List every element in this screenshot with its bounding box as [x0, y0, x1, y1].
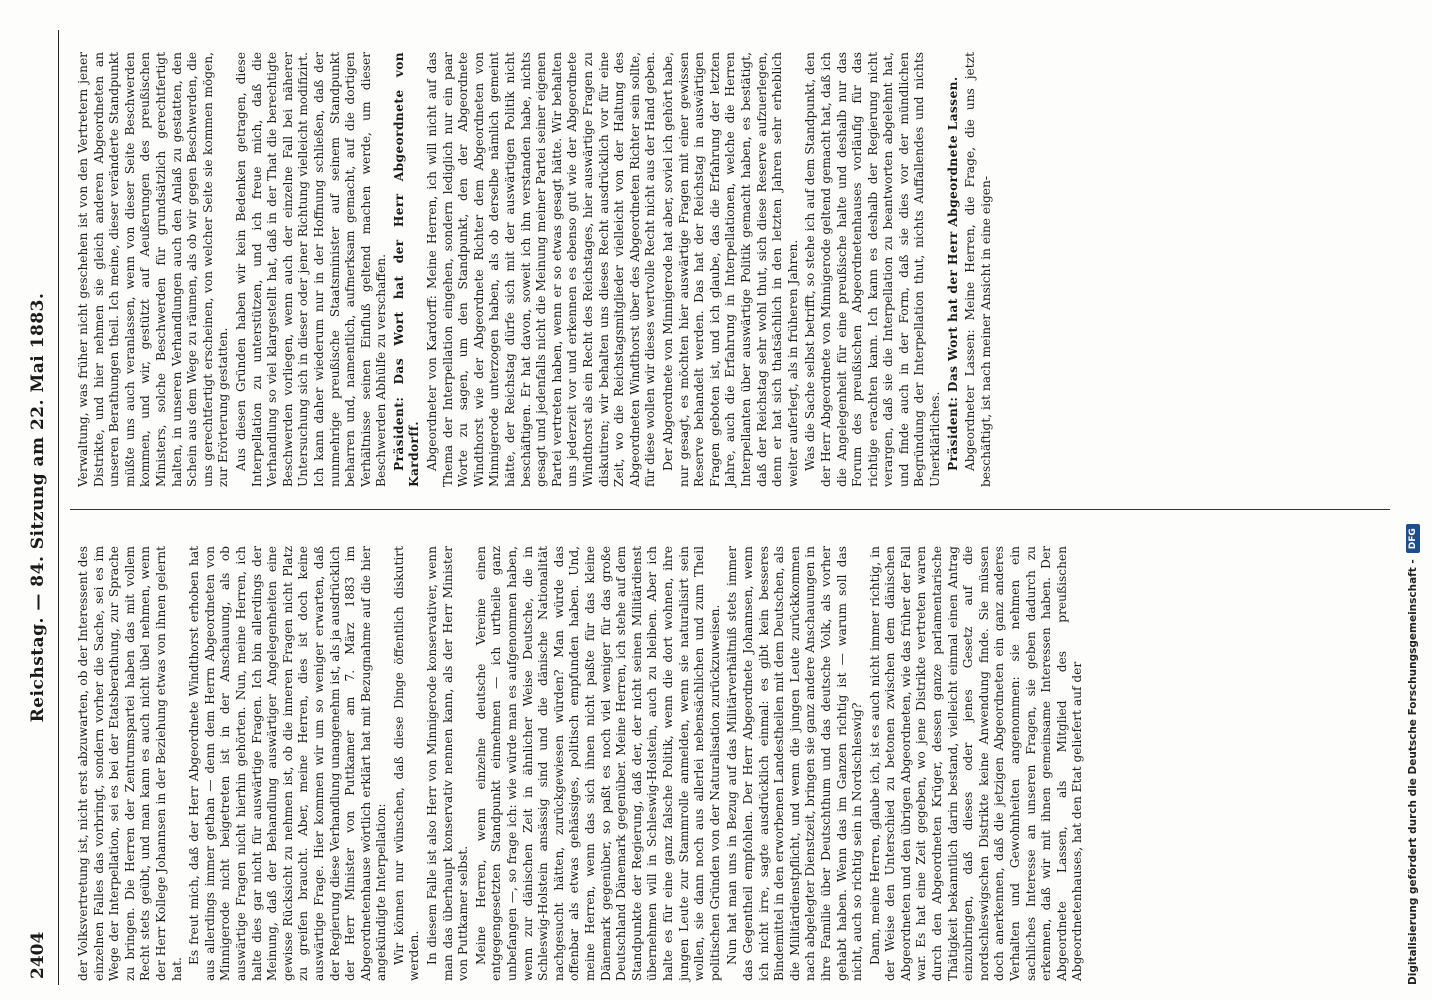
page-title: Reichstag. — 84. Sitzung am 22. Mai 1883.: [28, 292, 48, 723]
paragraph: In diesem Falle ist also Herr von Minnigerode konservativer, wenn man das überhaupt konservativ nennen kann, als der Herr Minister von Puttkamer selbst.: [425, 546, 471, 981]
speech-paragraph: Abgeordneter von Kardorff: Meine Herren, ich will nicht auf das Thema der Interpellation eingehen, sondern lediglich nur ein paar Worte zu sagen, um den Standpunkt, den der Abgeordnete Windthorst wie der Abgeordnete Richter dem Abgeordneten von Minnigerode unterzogen haben, als ob derselbe nämlich gemeint hätte, der Reichstag dürfe sich mit der auswärtigen Politik nicht beschäftigen. Er hat davon, soweit ich ihn verstanden habe, nichts gesagt und jedenfalls nicht die Meinung meiner Partei seiner eigenen Partei vertreten haben, wenn er so etwas gesagt hätte. Wir behalten uns jederzeit vor und erkennen es ebenso gut wie der Abgeordnete Windthorst als ein Recht des Reichstages, hier auswärtige Fragen zu diskutiren; wir behalten uns dieses Recht ausdrücklich vor für eine Zeit, wo die Reichstagsmitglieder vielleicht von der Haltung des Abgeordneten Windthorst über des Abgeordneten Richter sein sollte, für diese wollen wir dieses wertvolle Recht nicht aus der Hand geben.: [425, 52, 658, 487]
paragraph: Was die Sache selbst betrifft, so stehe ich auf dem Standpunkt, den der Herr Abgeordnete von Minnigerode geltend gemacht hat, daß ich die Angelegenheit für eine preußische halte und deshalb nur das Forum des preußischen Abgeordnetenhauses vorläufig für das richtige erachten kann. Ich kann es deshalb der Regierung nicht verargen, daß sie die Interpellation zu beantworten abgelehnt hat, und finde auch in der Form, daß sie dies vor der mündlichen Begründung der Interpellation thut, nichts Auffallendes und nichts Unerklärliches.: [803, 52, 943, 487]
digitization-credit: [1400, 5, 1426, 985]
paragraph: der Volksvertretung ist, nicht erst abzuwarten, ob der Interessent des einzelnen Falles das vorbringt, sondern vorher die Sache, sei es im Wege der Interpellation, sei es bei der Etatsberathung, zur Sprache zu bringen. Die Herren der Zentrumspartei haben das mit vollem Recht stets geübt, und man kann es auch nicht übel nehmen, wenn der Herr Kollege Johannsen in der Beziehung etwas von ihnen gelernt hat.: [76, 546, 184, 981]
page-number: 2404: [28, 931, 48, 979]
paragraph: Meine Herren, wenn einzelne deutsche Vereine einen entgegengesetzten Standpunkt einnehmen — ich urtheile ganz unbefangen —, so frage ich: wie würde man es aufgenommen haben, wenn zur dänischen Zeit in ähnlicher Weise Deutsche, die in Schleswig-Holstein ansässig sind und die dänische Nationalität nachgesucht hätten, zurückgewiesen würden? Man würde das offenbar als etwas gehässiges, politisch empfunden haben. Und, meine Herren, wenn das sich ihnen nicht paßte für das kleine Dänemark gegenüber, so paßt es noch viel weniger für das große Deutschland Dänemark gegenüber. Meine Herren, ich stehe auf dem Standpunkte der Regierung, daß der, der nicht seinen Militärdienst übernehmen will in Schleswig-Holstein, auch zu bleiben. Aber ich halte es für eine ganz falsche Politik, wenn die dort wohnen, ihre jungen Leute zur Stammrolle anmelden, wenn sie naturalisirt sein wollen, sie dann noch aus allerlei nebensächlichen und zum Theil politischen Gründen von der Naturalisation zurückzuweisen.: [473, 546, 722, 981]
speaker-line: Präsident: Das Wort hat der Herr Abgeordnete Lassen.: [945, 76, 960, 471]
paragraph: Dann, meine Herren, glaube ich, ist es auch nicht immer richtig, in der Weise den Unterschied zu betonen zwischen dem dänischen Abgeordneten und den übrigen Abgeordneten, wie das früher der Fall war. Es hat eine Zeit gegeben, wo jene Distrikte vertreten waren durch den Abgeordneten Krüger, dessen ganze parlamentarische Thätigkeit bekanntlich darin bestand, vielleicht einmal einen Antrag einzubringen, daß dieses oder jenes Gesetz auf die nordschleswigschen Distrikte keine Anwendung finde. Sie müssen doch anerkennen, daß die jetzigen Abgeordneten ein ganz anderes Verhalten und Gewohnheiten angenommen: sie nehmen ein sachliches Interesse an unseren Fragen, sie geben dadurch zu erkennen, daß wir mit ihnen gemeinsame Interessen haben. Der Abgeordnete Lassen, als Mitglied des preußischen Abgeordnetenhauses, hat den Etat geliefert auf der: [867, 546, 1085, 981]
paragraph: Der Abgeordnete von Minnigerode hat aber, soviel ich gehört habe, nur gesagt, es möchten hier auswärtige Fragen mit einer gewissen Reserve behandelt werden. Das hat der Reichstag in auswärtigen Fragen geboten ist, und ich glaube, das die Erfahrung der letzten Jahre, auch die Erfahrung in Interpellationen, welche die Herren Interpellanten über auswärtige Politik gemacht haben, es bestätigt, daß der Reichstag sehr wohl thut, sich diese Reserve aufzuerlegen, denn er hat sich thatsächlich in den letzten Jahren sehr erheblich weiter auferlegt, als in früheren Jahren.: [660, 52, 800, 487]
dfg-logo: DFG: [1406, 524, 1420, 553]
running-head: [18, 30, 59, 985]
paragraph: Aus diesen Gründen haben wir kein Bedenken getragen, diese Interpellation zu unterstützen, und ich freue mich, daß die Verhandlung so viel klargestellt hat, daß in der That die berechtigte Beschwerden vorliegen, wenn auch der einzelne Fall bei näherer Untersuchung sich in dieser oder jener Richtung vielleicht modifizirt. Ich kann daher wiederum nur in der Hoffnung schließen, daß der nunmehrige preußische Staatsminister auf seinem Standpunkt beharren und, namentlich, aufmerksam gemacht, auf die dortigen Verhältnisse seinen Einfluß geltend machen werde, um dieser Beschwerden Abhülfe zu verschaffen.: [233, 52, 389, 487]
speech-paragraph: Abgeordneter Lassen: Meine Herren, die Frage, die uns jetzt beschäftigt, ist nach meiner Ansicht in eine eigen-: [963, 52, 993, 487]
left-column: [76, 546, 1088, 981]
paragraph: Es freut mich, daß der Herr Abgeordnete Windthorst erhoben hat aus allerdings immer gethan — denn dem Herrn Abgeordneten von Minnigerode nicht beigetreten ist in der Anschauung, als ob auswärtige Fragen nicht hierhin gehörten. Nun, meine Herren, ich halte dies gar nicht für auswärtige Fragen. Ich bin allerdings der Meinung, daß der Behandlung auswärtiger Angelegenheiten eine gewisse Rücksicht zu nehmen ist, ob die inneren Fragen nicht Platz zu greifen braucht. Aber, meine Herren, dies ist doch keine auswärtige Frage. Hier kommen wir um so weniger erwarten, daß der Regierung diese Verhandlung unangenehm ist, als ja ausdrücklich der Herr Minister von Puttkamer am 7. März 1883 im Abgeordnetenhause wörtlich erklärt hat mit Bezugnahme auf die hier angekündigte Interpellation:: [187, 546, 389, 981]
rotated-page-content: [18, 30, 1393, 985]
paragraph: Nun hat man uns in Bezug auf das Militärverhältniß stets immer das Gegentheil empfohlen. Der Herr Abgeordnete Johannsen, wenn ich nicht irre, sagte ausdrücklich einmal: es gibt kein besseres Bindemittel in den erworbenen Landestheilen mit dem Deutschen, als die Militärdienstpflicht, und wenn die jungen Leute zurückkommen nach abgelegter Dienstzeit, bringen sie ganz andere Anschauungen in ihre Familie über Deutschthum und das deutsche Volk, als vorher gehabt haben. Wenn das im Ganzen richtig ist — warum soll das nicht, auch so richtig sein in Nordschleswig?: [725, 545, 865, 981]
paragraph: Verwaltung, was früher nicht geschehen ist von den Vertretern jener Distrikte, und hier nehmen sie gleich anderen Abgeordneten an unseren Berathungen theil. Ich meine, dieser veränderte Standpunkt müßte uns auch veranlassen, wenn von dieser Seite Beschwerden kommen, und wir, gestützt auf Aeußerungen des preußischen Ministers, solche Beschwerden für grundsätzlich gerechtfertigt halten, in unseren Verhandlungen auch den Anlaß zu gestatten, den Schein aus dem Wege zu räumen, als ob wir gegen Beschwerden, die uns gerechtfertigt erscheinen, von welcher Seite sie kommen mögen, zur Erörterung gestatten.: [76, 52, 231, 487]
column-divider: [70, 509, 1390, 510]
credit-text: Digitalisierung gefördert durch die Deutsche Forschungsgemeinschaft -: [1407, 559, 1419, 985]
right-column: [76, 52, 996, 487]
speaker-line: Präsident: Das Wort hat der Herr Abgeordnete von Kardorff.: [391, 52, 422, 487]
quotation: Wir können nur wünschen, daß diese Dinge öffentlich diskutirt werden.: [391, 546, 422, 981]
